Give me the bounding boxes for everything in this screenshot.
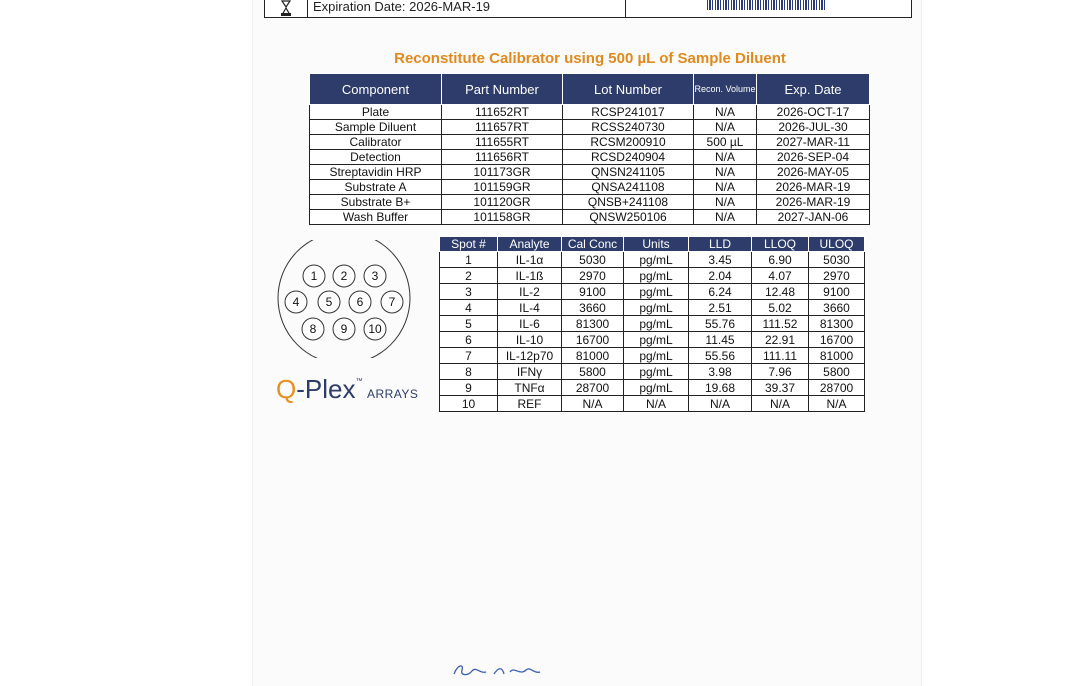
col-header: Recon. Volume <box>694 74 757 105</box>
analyte-cell: 81300 <box>562 316 624 332</box>
analyte-row <box>440 364 865 380</box>
analyte-cell: 2.51 <box>689 300 752 316</box>
analyte-cell: 10 <box>440 396 498 412</box>
spot-number: 9 <box>340 322 348 336</box>
spot-layout-svg <box>276 240 412 358</box>
col-header: LLD <box>689 237 752 252</box>
component-cell: RCSP241017 <box>563 105 694 120</box>
analyte-cell: 9 <box>440 380 498 396</box>
analyte-cell: 28700 <box>562 380 624 396</box>
analyte-cell: 2.04 <box>689 268 752 284</box>
analyte-row <box>440 332 865 348</box>
analyte-cell: pg/mL <box>624 364 689 380</box>
component-cell: Substrate A <box>310 180 442 195</box>
analyte-cell: 6 <box>440 332 498 348</box>
col-header: LLOQ <box>752 237 809 252</box>
analyte-cell: N/A <box>689 396 752 412</box>
component-cell: 111655RT <box>442 135 563 150</box>
spot-layout-diagram <box>276 240 412 363</box>
analyte-cell: 2 <box>440 268 498 284</box>
component-cell: 2026-MAR-19 <box>757 180 870 195</box>
analyte-cell: IL-12p70 <box>498 348 562 364</box>
component-row <box>310 150 870 165</box>
analyte-cell: 81300 <box>809 316 865 332</box>
analyte-cell: IL-10 <box>498 332 562 348</box>
analyte-cell: IL-1ß <box>498 268 562 284</box>
analyte-row <box>440 316 865 332</box>
component-cell: Calibrator <box>310 135 442 150</box>
component-cell: QNSW250106 <box>563 210 694 225</box>
analyte-row <box>440 348 865 364</box>
analyte-cell: 81000 <box>809 348 865 364</box>
component-cell: RCSS240730 <box>563 120 694 135</box>
analyte-cell: 16700 <box>562 332 624 348</box>
component-cell: Sample Diluent <box>310 120 442 135</box>
analyte-cell: pg/mL <box>624 300 689 316</box>
analyte-cell: 1 <box>440 252 498 268</box>
component-cell: 101173GR <box>442 165 563 180</box>
analyte-row <box>440 252 865 268</box>
analyte-cell: 16700 <box>809 332 865 348</box>
component-cell: Streptavidin HRP <box>310 165 442 180</box>
analyte-cell: 5800 <box>562 364 624 380</box>
strip-divider <box>625 0 626 17</box>
analyte-cell: 5.02 <box>752 300 809 316</box>
analyte-row <box>440 284 865 300</box>
analyte-cell: 6.90 <box>752 252 809 268</box>
component-cell: N/A <box>694 120 757 135</box>
component-cell: 2027-JAN-06 <box>757 210 870 225</box>
analyte-cell: pg/mL <box>624 268 689 284</box>
component-cell: N/A <box>694 150 757 165</box>
analyte-table <box>439 236 865 412</box>
analyte-cell: 81000 <box>562 348 624 364</box>
component-cell: 101120GR <box>442 195 563 210</box>
analyte-cell: IL-1α <box>498 252 562 268</box>
analyte-cell: 39.37 <box>752 380 809 396</box>
analyte-cell: 3660 <box>809 300 865 316</box>
analyte-cell: 2970 <box>809 268 865 284</box>
analyte-cell: TNFα <box>498 380 562 396</box>
component-row <box>310 120 870 135</box>
component-cell: 101158GR <box>442 210 563 225</box>
handwritten-signature <box>450 662 590 683</box>
component-cell: 2026-SEP-04 <box>757 150 870 165</box>
component-cell: QNSN241105 <box>563 165 694 180</box>
analyte-cell: 3.45 <box>689 252 752 268</box>
analyte-cell: 3660 <box>562 300 624 316</box>
col-header: Cal Conc <box>562 237 624 252</box>
analyte-cell: IL-6 <box>498 316 562 332</box>
component-cell: 2026-MAY-05 <box>757 165 870 180</box>
logo-plex: -Plex <box>296 374 356 404</box>
spot-number: 7 <box>388 295 396 309</box>
analyte-cell: pg/mL <box>624 284 689 300</box>
analyte-cell: 3 <box>440 284 498 300</box>
analyte-cell: N/A <box>562 396 624 412</box>
analyte-cell: 11.45 <box>689 332 752 348</box>
spot-number: 2 <box>340 269 348 283</box>
spot-number: 5 <box>325 295 333 309</box>
analyte-cell: pg/mL <box>624 316 689 332</box>
analyte-cell: 3.98 <box>689 364 752 380</box>
component-cell: Plate <box>310 105 442 120</box>
component-cell: QNSB+241108 <box>563 195 694 210</box>
analyte-cell: REF <box>498 396 562 412</box>
analyte-cell: pg/mL <box>624 380 689 396</box>
component-cell: Substrate B+ <box>310 195 442 210</box>
analyte-cell: 5030 <box>562 252 624 268</box>
col-header: Spot # <box>440 237 498 252</box>
component-cell: N/A <box>694 180 757 195</box>
component-cell: N/A <box>694 210 757 225</box>
component-cell: 111652RT <box>442 105 563 120</box>
analyte-cell: 4.07 <box>752 268 809 284</box>
col-header: Lot Number <box>563 74 694 105</box>
spot-number: 4 <box>292 295 300 309</box>
analyte-cell: 5030 <box>809 252 865 268</box>
reconstitution-title: Reconstitute Calibrator using 500 µL of Sample Diluent <box>394 50 786 67</box>
component-cell: N/A <box>694 165 757 180</box>
analyte-cell: pg/mL <box>624 252 689 268</box>
component-table <box>309 73 870 225</box>
component-cell: RCSD240904 <box>563 150 694 165</box>
col-header: Analyte <box>498 237 562 252</box>
analyte-cell: N/A <box>752 396 809 412</box>
col-header: Part Number <box>442 74 563 105</box>
component-cell: Wash Buffer <box>310 210 442 225</box>
analyte-cell: 5800 <box>809 364 865 380</box>
qplex-logo <box>276 374 418 405</box>
component-row <box>310 165 870 180</box>
analyte-cell: 111.52 <box>752 316 809 332</box>
analyte-cell: IL-2 <box>498 284 562 300</box>
component-row <box>310 210 870 225</box>
component-cell: 2027-MAR-11 <box>757 135 870 150</box>
logo-arrays: ARRAYS <box>366 387 419 401</box>
component-cell: 101159GR <box>442 180 563 195</box>
component-cell: 111657RT <box>442 120 563 135</box>
component-cell: RCSM200910 <box>563 135 694 150</box>
hourglass-icon-cell <box>265 0 308 17</box>
analyte-cell: N/A <box>624 396 689 412</box>
component-cell: Detection <box>310 150 442 165</box>
analyte-row <box>440 268 865 284</box>
col-header: Component <box>310 74 442 105</box>
analyte-cell: 9100 <box>809 284 865 300</box>
logo-tm: ™ <box>355 378 363 385</box>
analyte-cell: 55.76 <box>689 316 752 332</box>
analyte-cell: N/A <box>809 396 865 412</box>
analyte-row <box>440 300 865 316</box>
col-header: ULOQ <box>809 237 865 252</box>
analyte-cell: 12.48 <box>752 284 809 300</box>
analyte-header-row <box>440 237 865 252</box>
logo-q: Q <box>276 374 297 404</box>
analyte-cell: 6.24 <box>689 284 752 300</box>
analyte-cell: IL-4 <box>498 300 562 316</box>
analyte-cell: 8 <box>440 364 498 380</box>
component-cell: QNSA241108 <box>563 180 694 195</box>
analyte-cell: pg/mL <box>624 332 689 348</box>
component-row <box>310 180 870 195</box>
spot-number: 8 <box>309 322 317 336</box>
hourglass-icon <box>265 0 307 17</box>
analyte-cell: 55.56 <box>689 348 752 364</box>
analyte-cell: 4 <box>440 300 498 316</box>
analyte-cell: IFNγ <box>498 364 562 380</box>
analyte-cell: 7 <box>440 348 498 364</box>
analyte-cell: 2970 <box>562 268 624 284</box>
component-header-row <box>310 74 870 105</box>
component-cell: 2026-OCT-17 <box>757 105 870 120</box>
analyte-cell: pg/mL <box>624 348 689 364</box>
component-cell: 111656RT <box>442 150 563 165</box>
component-cell: N/A <box>694 195 757 210</box>
component-cell: N/A <box>694 105 757 120</box>
analyte-cell: 7.96 <box>752 364 809 380</box>
component-row <box>310 135 870 150</box>
component-row <box>310 105 870 120</box>
spot-number: 3 <box>371 269 379 283</box>
analyte-cell: 111.11 <box>752 348 809 364</box>
component-cell: 2026-JUL-30 <box>757 120 870 135</box>
analyte-row <box>440 380 865 396</box>
col-header: Exp. Date <box>757 74 870 105</box>
spot-number: 1 <box>310 269 318 283</box>
analyte-row <box>440 396 865 412</box>
analyte-cell: 5 <box>440 316 498 332</box>
analyte-cell: 9100 <box>562 284 624 300</box>
expiration-strip <box>264 0 912 18</box>
component-cell: 500 µL <box>694 135 757 150</box>
expiration-date: Expiration Date: 2026-MAR-19 <box>313 0 491 14</box>
col-header: Units <box>624 237 689 252</box>
barcode-icon <box>707 0 827 10</box>
analyte-cell: 22.91 <box>752 332 809 348</box>
analyte-cell: 19.68 <box>689 380 752 396</box>
component-row <box>310 195 870 210</box>
analyte-cell: 28700 <box>809 380 865 396</box>
component-cell: 2026-MAR-19 <box>757 195 870 210</box>
spot-number: 6 <box>356 295 364 309</box>
spot-number: 10 <box>368 322 382 336</box>
